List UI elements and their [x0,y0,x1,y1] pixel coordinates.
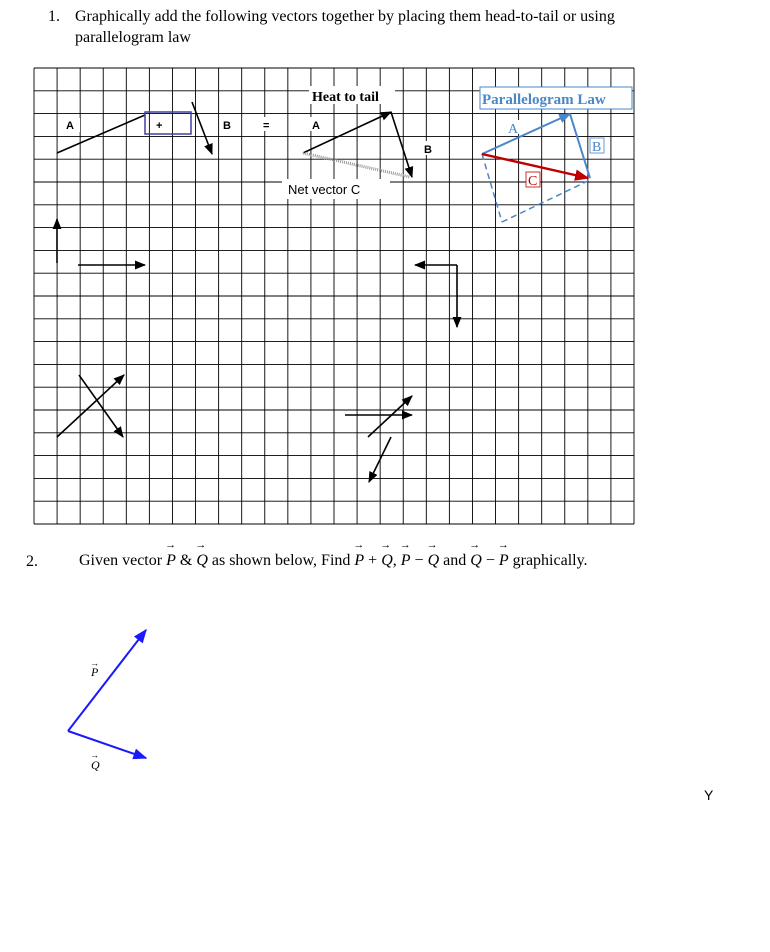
q2-prefix: Given vector [79,552,163,569]
q2-vector-p: → P [166,552,176,570]
q2-expr-p3: → P [499,552,509,570]
question-1-line-2: parallelogram law [75,29,191,46]
exercise-crossing-vectors [57,375,124,437]
parallelogram-title: Parallelogram Law [482,92,606,108]
q2-middle: as shown below, Find [211,552,351,569]
head-to-tail-vectors [303,112,437,177]
q2-expr-q2: → Q [428,552,440,570]
question-1-line-1: Graphically add the following vectors together by placing them head-to-tail or using [75,8,615,25]
exercise-perpendicular-left [57,219,145,265]
exercise-three-vectors [345,396,412,482]
head-to-tail-title: Heat to tail [312,90,379,105]
q2-suffix: graphically. [512,552,588,569]
example-vector-b [192,102,237,154]
pl-label-a: A [508,122,519,137]
pl-label-c: C [528,174,538,189]
pl-label-b: B [592,140,602,155]
q2-op-minus-2: − [485,552,495,569]
q2-op-minus-1: − [414,552,424,569]
example-label-a: A [66,120,74,132]
q2-expr-p1: → P [354,552,364,570]
equals-sign: = [263,120,270,132]
q2-amp: & [179,552,193,569]
question-1-number: 1. [48,8,60,25]
q2-expr-q1: → Q [381,552,393,570]
grid-lines [34,68,634,524]
p-arrow-accent: → [90,658,99,668]
net-vector-label: Net vector C [288,182,361,197]
htt-label-a: A [312,120,320,132]
htt-label-b: B [424,144,432,156]
q2-vector-q: → Q [196,552,208,570]
plus-sign: + [156,120,163,132]
q2-op-plus: + [368,552,378,569]
stray-y-label: Y [704,787,714,803]
parallelogram-vectors [482,114,604,222]
q-arrow-accent: → [90,750,99,760]
figure-2-q-label: Q [91,758,100,772]
q2-expr-p2: → P [401,552,411,570]
q2-comma: , [392,552,397,569]
question-2-number: 2. [26,553,38,570]
q2-and: and [443,552,467,569]
figure-2-vectors [68,630,146,772]
example-vector-a [57,115,145,153]
q2-expr-q3: → Q [470,552,482,570]
question-2-text [79,552,588,570]
plus-box [145,112,191,134]
figure-2-p-label: P [91,665,99,679]
example-label-b: B [223,120,231,132]
